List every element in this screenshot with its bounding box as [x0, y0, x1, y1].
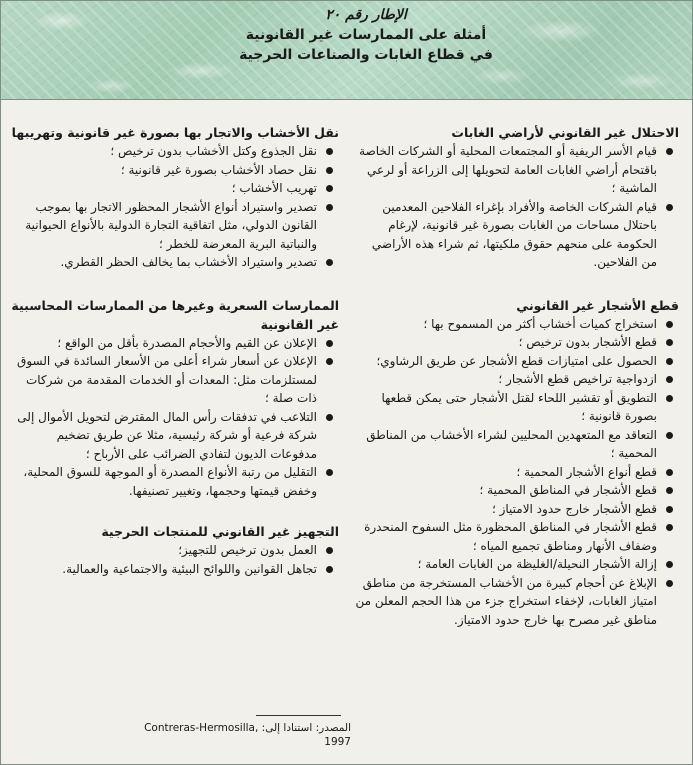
- list-item-text: تهريب الأخشاب ؛: [231, 181, 317, 195]
- section-illegal-logging: [353, 296, 679, 630]
- list-item: [11, 253, 339, 272]
- list-item-text: قطع أنواع الأشجار المحمية ؛: [516, 464, 657, 479]
- section-heading: الاحتلال غير القانوني لأراضي الغابات: [451, 125, 679, 140]
- bullet-icon: [326, 414, 333, 421]
- bullet-icon: [666, 506, 673, 513]
- list-item-text: قطع الأشجار بدون ترخيص ؛: [518, 335, 657, 349]
- list-item-text: العمل بدون ترخيص للتجهيز؛: [178, 543, 317, 557]
- item-list: [353, 315, 679, 630]
- list-item-text: قطع الأشجار في المناطق المحمية ؛: [479, 483, 657, 497]
- bullet-icon: [666, 148, 673, 155]
- right-column: [353, 123, 679, 629]
- list-item: [11, 142, 339, 161]
- list-item: [11, 541, 339, 560]
- list-item-text: التقليل من رتبة الأنواع المصدرة أو الموجهة للسوق المحلية، وخفض قيمتها وحجمها، وتغيير تصنيفها.: [23, 465, 317, 498]
- bullet-icon: [666, 339, 673, 346]
- list-item: [353, 481, 679, 500]
- list-item: [353, 315, 679, 334]
- bullet-icon: [666, 204, 673, 211]
- bullet-icon: [326, 340, 333, 347]
- bullet-icon: [326, 148, 333, 155]
- header-banner: [1, 1, 692, 99]
- list-item-text: الإعلان عن القيم والأحجام المصدرة بأقل من الواقع ؛: [57, 335, 317, 350]
- bullet-icon: [666, 358, 673, 365]
- bullet-icon: [326, 566, 333, 573]
- list-item: [353, 389, 679, 426]
- box-label: الإطار رقم ٢٠: [325, 7, 407, 23]
- source-label: المصدر: استنادا إلى:: [261, 722, 351, 734]
- bullet-icon: [666, 561, 673, 568]
- bullet-icon: [326, 469, 333, 476]
- list-item-text: الحصول على امتيازات قطع الأشجار عن طريق الرشاوي؛: [376, 353, 657, 368]
- section-illegal-processing: [11, 522, 339, 578]
- bullet-icon: [666, 524, 673, 531]
- list-item-text: نقل الجذوع وكتل الأخشاب بدون ترخيص ؛: [110, 144, 317, 158]
- bullet-icon: [666, 432, 673, 439]
- box-title-line-2: في قطاع الغابات والصناعات الحرجية: [239, 47, 493, 63]
- list-item-text: نقل حصاد الأخشاب بصورة غير قانونية ؛: [120, 162, 317, 177]
- bullet-icon: [326, 259, 333, 266]
- list-item: [353, 500, 679, 519]
- list-item: [11, 334, 339, 353]
- item-list: [353, 142, 679, 272]
- section-heading: نقل الأخشاب والاتجار بها بصورة غير قانونية وتهريبها: [11, 125, 339, 140]
- list-item-text: إزالة الأشجار النحيلة/الغليظة من الغابات العامة ؛: [417, 557, 657, 571]
- list-item: [353, 333, 679, 352]
- item-list: [11, 334, 339, 501]
- section-heading: الممارسات السعرية وغيرها من الممارسات المحاسبية غير القانونية: [11, 297, 339, 332]
- section-illegal-transport-trade: [11, 123, 339, 272]
- left-column: [11, 123, 339, 578]
- box-titles: [231, 5, 501, 65]
- bullet-icon: [326, 358, 333, 365]
- source-divider: [256, 715, 341, 716]
- list-item: [353, 198, 679, 272]
- list-item: [353, 352, 679, 371]
- box-title-line-1: أمثلة على الممارسات غير القانونية: [245, 27, 487, 43]
- bullet-icon: [666, 469, 673, 476]
- list-item: [353, 426, 679, 463]
- source-reference: Contreras-Hermosilla, 1997: [144, 722, 351, 748]
- list-item-text: الإعلان عن أسعار شراء أعلى من الأسعار السائدة في السوق لمستلزمات مثل: المعدات أو الخدمات المقدمة من شركات ذات صلة ؛: [17, 354, 317, 405]
- list-item-text: التلاعب في تدفقات رأس المال المقترض لتحويل الأموال إلى شركة فرعية أو شركة رئيسية، مثلا عن طريق تضخيم مدفوعات الديون لتفادي الضرائب على الأرباح ؛: [17, 409, 317, 461]
- list-item-text: قطع الأشجار خارج حدود الامتياز ؛: [491, 501, 657, 516]
- section-pricing-accounting-practices: [11, 296, 339, 501]
- list-item-text: قيام الأسر الريفية أو المجتمعات المحلية أو الشركات الخاصة باقتحام أراضي الغابات العامة لتحويلها إلى الزراعة أو لرعي الماشية ؛: [359, 144, 657, 195]
- bullet-icon: [666, 376, 673, 383]
- section-heading: التجهيز غير القانوني للمنتجات الحرجية: [101, 524, 339, 539]
- bullet-icon: [666, 395, 673, 402]
- list-item-text: الإبلاغ عن أحجام كبيرة من الأخشاب المستخرجة من مناطق امتياز الغابات، لإخفاء استخراج جزء من هذا الحجم المعلن من مناطق غير مصرح بها خارج حدود الامتياز.: [355, 575, 657, 627]
- header-separator: [1, 99, 692, 100]
- list-item-text: ازدواجية تراخيص قطع الأشجار ؛: [498, 372, 657, 386]
- item-list: [11, 142, 339, 272]
- list-item: [11, 463, 339, 500]
- list-item-text: التعاقد مع المتعهدين المحليين لشراء الأخشاب من المناطق المحمية ؛: [366, 427, 657, 460]
- list-item: [11, 198, 339, 254]
- list-item-text: تصدير واستيراد أنواع الأشجار المحظور الاتجار بها بموجب القانون الدولي، مثل اتفاقية التجارة الدولية بالأنواع الحيوانية والنباتية البرية المعرضة للخطر ؛: [25, 199, 317, 251]
- bullet-icon: [666, 321, 673, 328]
- list-item: [353, 463, 679, 482]
- list-item: [353, 574, 679, 630]
- list-item: [11, 408, 339, 464]
- bullet-icon: [326, 185, 333, 192]
- list-item: [353, 142, 679, 198]
- bullet-icon: [666, 487, 673, 494]
- section-heading: قطع الأشجار غير القانوني: [516, 297, 679, 313]
- list-item: [353, 370, 679, 389]
- list-item-text: تجاهل القوانين واللوائح البيئية والاجتماعية والعمالية.: [62, 561, 317, 576]
- list-item: [11, 560, 339, 579]
- bullet-icon: [326, 547, 333, 554]
- list-item-text: التطويق أو تقشير اللحاء لقتل الأشجار حتى يمكن قطعها بصورة قانونية ؛: [381, 390, 657, 423]
- list-item: [353, 518, 679, 555]
- item-list: [11, 541, 339, 578]
- list-item: [11, 179, 339, 198]
- list-item-text: قيام الشركات الخاصة والأفراد بإغراء الفلاحين المعدمين باحتلال مساحات من الغابات بصورة غير قانونية، لإرغام الحكومة على منحهم حقوق ملكيتها، ثم شراء هذه الأراضي من الفلاحين.: [371, 199, 657, 269]
- section-forest-land-occupation: [353, 123, 679, 272]
- list-item: [11, 161, 339, 180]
- list-item-text: قطع الأشجار في المناطق المحظورة مثل السفوح المنحدرة وضفاف الأنهار ومناطق تجميع المياه ؛: [364, 520, 657, 553]
- bullet-icon: [666, 580, 673, 587]
- list-item-text: تصدير واستيراد الأخشاب بما يخالف الحظر القطري.: [60, 255, 317, 269]
- source-note: [131, 721, 351, 749]
- list-item: [353, 555, 679, 574]
- bullet-icon: [326, 167, 333, 174]
- list-item: [11, 352, 339, 408]
- bullet-icon: [326, 204, 333, 211]
- list-item-text: استخراج كميات أخشاب أكثر من المسموح بها ؛: [423, 316, 657, 331]
